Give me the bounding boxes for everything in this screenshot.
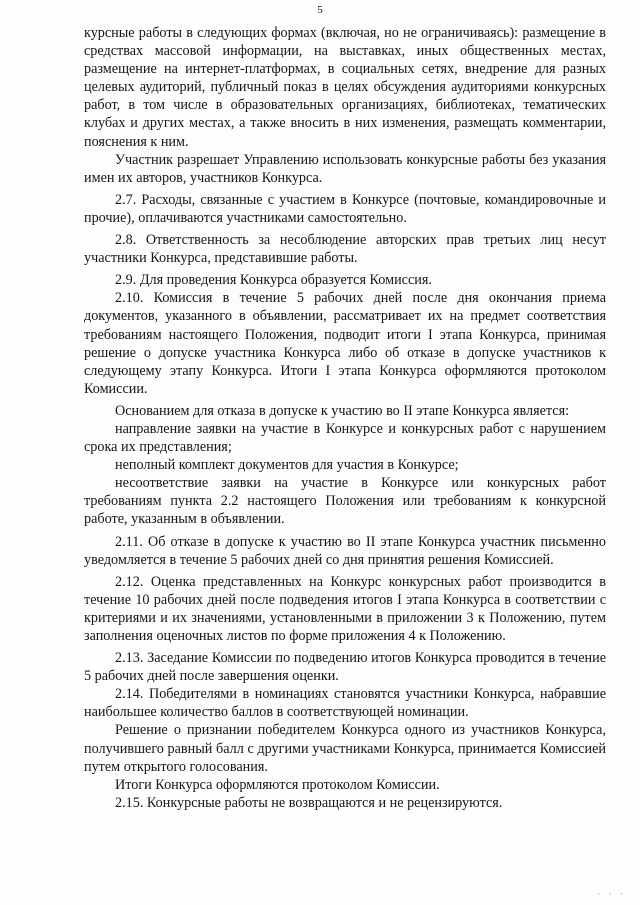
paragraph-results-protocol: Итоги Конкурса оформляются протоколом Комиссии. [115,776,440,793]
document-body [84,24,606,812]
paragraph-permission: Участник разрешает Управлению использовать конкурсные работы без указания имен их авторов, участников Конкурса. [84,151,606,186]
paragraph-2-10: 2.10. Комиссия в течение 5 рабочих дней после дня окончания приема документов, указанного в объявлении, рассматривает их на предмет соответствия требованиям настоящего Положения, подводит итоги I этапа Конкурса, принимая решение о допуске участника Конкурса либо об отказе в допуске участников к следующему этапу Конкурса. Итоги I этапа Конкурса оформляются протоколом Комиссии. [84,290,606,397]
paragraph-2-8: 2.8. Ответственность за несоблюдение авторских прав третьих лиц несут участники Конкурса, представившие работы. [84,232,606,267]
paragraph-2-12: 2.12. Оценка представленных на Конкурс конкурсных работ производится в течение 10 рабочих дней после подведения итогов I этапа Конкурса в соответствии с критериями и их значениями, установленными в приложении 3 к Положению, путем заполнения оценочных листов по форме приложения 4 к Положению. [84,573,606,644]
paragraph-2-13: 2.13. Заседание Комиссии по подведению итогов Конкурса проводится в течение 5 рабочих дней после завершения оценки. [84,650,606,685]
paragraph-2-7: 2.7. Расходы, связанные с участием в Конкурсе (почтовые, командировочные и прочие), оплачиваются участниками самостоятельно. [84,191,606,226]
paragraph-ground-incomplete: неполный комплект документов для участия в Конкурсе; [115,457,459,474]
paragraph-2-14: 2.14. Победителями в номинациях становятся участники Конкурса, набравшие наибольшее количество баллов в соответствующей номинации. [84,686,606,721]
paragraph-continuation: курсные работы в следующих формах (включая, но не ограничиваясь): размещение в средствах массовой информации, на выставках, иных общественных местах, размещение на интернет-платформах, в социальных сетях, внедрение для разных целевых аудиторий, публичный показ в целях обсуждения аудиториями конкурсных работ, в том числе в образовательных организациях, библиотеках, тематических клубах и других местах, а также вносить в них изменения, размещать комментарии, пояснения к ним. [84,25,606,150]
page-number: 5 [317,4,323,16]
paragraph-tie-decision: Решение о признании победителем Конкурса одного из участников Конкурса, получившего равный балл с другими участниками Конкурса, принимается Комиссией путем открытого голосования. [84,722,606,775]
paragraph-refusal-grounds: Основанием для отказа в допуске к участию во II этапе Конкурса является: [115,402,570,419]
scan-artifact: · · · [597,889,626,899]
paragraph-2-15: 2.15. Конкурсные работы не возвращаются и не рецензируются. [115,794,503,811]
paragraph-ground-mismatch: несоответствие заявки на участие в Конкурсе или конкурсных работ требованиям пункта 2.2 настоящего Положения или требованиям к конкурсной работе, указанным в объявлении. [84,475,606,528]
paragraph-2-9: 2.9. Для проведения Конкурса образуется Комиссия. [115,272,432,289]
paragraph-2-11: 2.11. Об отказе в допуске к участию во II этапе Конкурса участник письменно уведомляется в течение 5 рабочих дней со дня принятия решения Комиссией. [84,533,606,568]
paragraph-ground-deadline: направление заявки на участие в Конкурсе и конкурсных работ с нарушением срока их представления; [84,420,606,456]
